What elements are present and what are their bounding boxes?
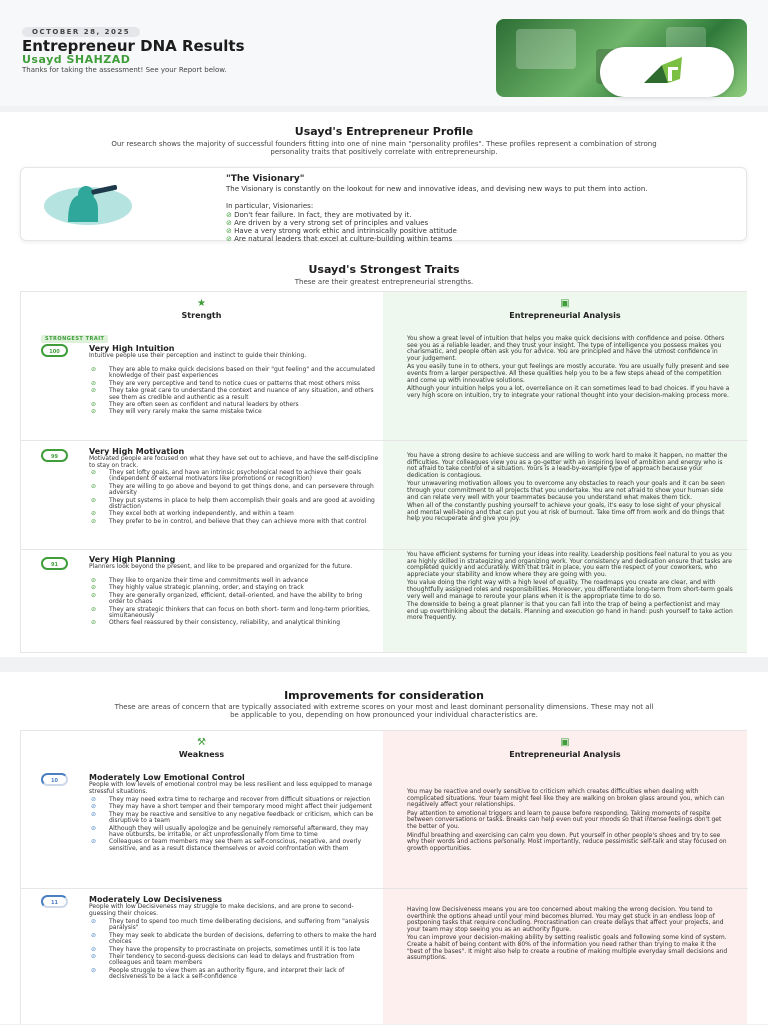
analysis-paragraph: You have efficient systems for turning your ideas into reality. Leadership positions feel natural to you as you are highly skilled in strategizing and organizing work. Your consistency and dedication ensure that tasks are completed quickly and accurately. With that trait in place, you earn the respect of your coworkers, who appreciate your stability and know where they are going with you.	[407, 551, 732, 578]
visionary-text: The Visionary is constantly on the lookout for new and innovative ideas, and devising new ways to put them into action.	[226, 185, 648, 193]
trait-bullet: ⊘ They are often seen as confident and natural leaders by others	[109, 402, 379, 408]
weakness-bullet: ⊘ Their tendency to second-guess decisions can lead to delays and frustration from colleagues and team members	[109, 954, 379, 967]
trait-analysis	[407, 552, 733, 624]
user-name: Usayd SHAHZAD	[22, 53, 131, 66]
analysis-paragraph: Pay attention to emotional triggers and learn to pause before responding. Taking moments of respite between conversations or tasks. Breaks can help even out your moods so that intense feelings don't get the better of you.	[407, 809, 722, 830]
trait-bullet: ⊘ They take great care to understand the context and nuance of any situation, and others see them as credible and authentic as a result	[109, 388, 379, 401]
weakness-name: Moderately Low Decisiveness	[89, 895, 223, 904]
score-ring: 91	[41, 557, 68, 570]
score-ring: 99	[41, 449, 68, 462]
analysis-paragraph: You value doing the right way with a high level of quality. The roadmaps you create are clear, and with thoughtfully assigned roles and responsibilities. Moreover, you differentiate long-term from short-term goals very well and manage to reroute your plans when it is the appropriate time to do so.	[407, 579, 733, 600]
thanks-text: Thanks for taking the assessment! See your Report below.	[22, 66, 227, 74]
trait-name: Very High Motivation	[89, 447, 185, 456]
star-icon: ★	[197, 298, 206, 309]
trait-bullet: ⊘ They are strategic thinkers that can focus on both short- term and long-term priorities, simultaneously	[109, 607, 379, 620]
trait-bullet: ⊘ Others feel reassured by their consistency, reliability, and analytical thinking	[109, 620, 379, 626]
weakness-name: Moderately Low Emotional Control	[89, 773, 245, 782]
analysis-icon: ▣	[560, 298, 570, 309]
weakness-analysis	[407, 907, 733, 964]
analysis-header-label: Entrepreneurial Analysis	[509, 750, 621, 759]
visionary-list	[226, 211, 457, 243]
trait-bullet: ⊘ They like to organize their time and commitments well in advance	[109, 578, 379, 584]
trait-name: Very High Planning	[89, 555, 176, 564]
strongest-trait-badge: STRONGEST TRAIT	[41, 335, 108, 343]
trait-bullets	[109, 470, 379, 526]
weakness-desc: People with low levels of emotional control may be less resilient and less equipped to manage stressful situations.	[89, 781, 373, 795]
trait-desc: Intuitive people use their perception and instinct to guide their thinking.	[89, 352, 307, 359]
trait-analysis	[407, 336, 733, 401]
analysis-paragraph: You may be reactive and overly sensitive to criticism which creates difficulties when dealing with complicated situations. Your team might feel like they are walking on broken glass around you, which can negatively affect your relationships.	[407, 788, 725, 809]
weakness-bullet: ⊘ They may be reactive and sensitive to any negative feedback or criticism, which can be disruptive to a team	[109, 812, 379, 825]
analysis-paragraph: You can improve your decision-making ability by setting realistic goals and following some kind of system. Create a habit of being content with 80% of the information you need rather than trying to make it the "best of the bases". It might also help to create a routine of making multiple everyday small decisions and assumptions.	[407, 934, 728, 962]
visionary-item: ⊘ Have a very strong work ethic and intrinsically positive attitude	[226, 227, 457, 235]
weakness-bullets	[109, 919, 379, 982]
strength-header-label: Strength	[181, 311, 222, 320]
page-title: Entrepreneur DNA Results	[22, 37, 245, 55]
trait-bullet: ⊘ They excel both at working independently, and within a team	[109, 511, 379, 517]
strengths-desc: These are their greatest entrepreneurial strengths.	[294, 278, 474, 286]
strengths-title: Usayd's Strongest Traits	[308, 263, 460, 276]
profile-title: Usayd's Entrepreneur Profile	[294, 125, 474, 138]
analysis-paragraph: Your unwavering motivation allows you to overcome any obstacles to reach your goals and it can be seen through your commitment to all projects that you undertake. You are not afraid to show your human side and can relate very well with your teammates because you understand what makes them tick.	[407, 480, 725, 501]
trait-row	[21, 549, 748, 653]
trait-bullet: ⊘ They are generally organized, efficient, detail-oriented, and have the ability to bring order to chaos	[109, 593, 379, 606]
trait-bullet: ⊘ They are very perceptive and tend to notice cues or patterns that most others miss	[109, 381, 379, 387]
profile-panel	[0, 112, 768, 657]
weakness-header	[21, 731, 382, 765]
weakness-row	[21, 888, 748, 1025]
visionary-intro: In particular, Visionaries:	[226, 202, 314, 210]
analysis-header	[383, 292, 747, 326]
improvements-panel	[0, 672, 768, 1024]
analysis-paragraph: You show a great level of intuition that helps you make quick decisions with confidence and poise. Others see you as a reliable leader, and they trust your insight. The type of intelligence you possess makes you charismatic, and people often ask you for advice. You are principled and have the utmost confidence in your judgement.	[407, 335, 725, 362]
visionary-item: ⊘ Are driven by a very strong set of principles and values	[226, 219, 457, 227]
weakness-header-label: Weakness	[178, 750, 225, 759]
weakness-row	[21, 767, 748, 887]
weakness-bullets	[109, 797, 379, 853]
visionary-item: ⊘ Are natural leaders that excel at culture-building within teams	[226, 235, 457, 243]
weakness-bullet: ⊘ People struggle to view them as an authority figure, and interpret their lack of decisiveness to be a lack a self-confidence	[109, 968, 379, 981]
strength-header	[21, 292, 382, 326]
visionary-card	[20, 167, 747, 241]
strengths-table	[20, 291, 747, 653]
visionary-illustration	[43, 182, 133, 226]
brand-logo-icon	[640, 53, 688, 91]
trait-bullet: ⊘ They are willing to go above and beyond to get things done, and can persevere through adversity	[109, 484, 379, 497]
analysis-paragraph: Mindful breathing and exercising can calm you down. Put yourself in other people's shoes and try to see why their words and actions personally. Most importantly, reduce pessimistic self-talk and stay focused on growth opportunities.	[407, 831, 727, 852]
logo-badge	[600, 47, 734, 97]
profile-desc: Our research shows the majority of successful founders fitting into one of nine main "personality profiles". These profiles represent a combination of strong personality traits that positively correlate with entrepreneurship.	[111, 140, 657, 156]
analysis-header	[383, 731, 747, 765]
score-ring: 10	[41, 773, 68, 786]
trait-row	[21, 328, 748, 439]
analysis-header-label: Entrepreneurial Analysis	[509, 311, 621, 320]
analysis-paragraph: The downside to being a great planner is that you can fall into the trap of being a perfectionist and may end up overthinking about the details. Planning and execution go hand in hand: push yourself to take action more frequently.	[407, 601, 733, 622]
improvements-title: Improvements for consideration	[284, 689, 484, 702]
trait-desc: Motivated people are focused on what they have set out to achieve, and have the self-discipline to stay on track.	[89, 455, 379, 469]
visionary-item: ⊘ Don't fear failure. In fact, they are motivated by it.	[226, 211, 457, 219]
trait-bullet: ⊘ They will very rarely make the same mistake twice	[109, 409, 379, 415]
trait-analysis	[407, 453, 733, 525]
analysis-paragraph: You have a strong desire to achieve success and are willing to work hard to make it happen, no matter the difficulties. Your colleagues view you as a go-getter with an inspiring level of ambition and energy who is not afraid to take control of a situation. Yours is a lead-by-example type of approach because your dedication is contagious.	[407, 452, 728, 479]
score-ring: 100	[41, 344, 68, 357]
analysis-paragraph: As you easily tune in to others, your gut feelings are mostly accurate. You are usually fully present and see events from a larger perspective. All these qualities help you to be a few steps ahead of the competition and come up with innovative solutions.	[407, 363, 729, 384]
weakness-bullet: ⊘ They tend to spend too much time deliberating decisions, and suffering from "analysis paralysis"	[109, 919, 379, 932]
analysis-paragraph: When all of the constantly pushing yourself to achieve your goals, it's easy to lose sight of your physical and mental well-being and that can put you at risk of burnout. Take time off from work and do things that help you recuperate and give you joy.	[407, 502, 725, 523]
date-badge: OCTOBER 28, 2025	[22, 27, 140, 37]
trait-bullet: ⊘ They prefer to be in control, and believe that they can achieve more with that control	[109, 519, 379, 525]
weakness-icon: ⚒	[197, 737, 206, 748]
weakness-bullet: ⊘ They may need extra time to recharge and recover from difficult situations or rejection	[109, 797, 379, 803]
weakness-bullet: ⊘ Although they will usually apologize and be genuinely remorseful afterward, they may have outbursts, be irritable, or act unprofessionally from time to time	[109, 826, 379, 839]
analysis-paragraph: Having low Decisiveness means you are too concerned about making the wrong decision. You tend to overthink the options ahead until your mind becomes blurred. You may get stuck in an endless loop of postponing tasks that require concluding. Procrastination can create delays that affect your projects, and your team may stop seeing you as an authority figure.	[407, 906, 724, 933]
weakness-desc: People with low Decisiveness may struggle to make decisions, and are prone to second-guessing their choices.	[89, 903, 354, 917]
weakness-bullet: ⊘ They may seek to abdicate the burden of decisions, deferring to others to make the hard choices	[109, 933, 379, 946]
analysis-icon: ▣	[560, 737, 570, 748]
trait-desc: Planners look beyond the present, and like to be prepared and organized for the future.	[89, 563, 353, 570]
trait-bullet: ⊘ They put systems in place to help them accomplish their goals and are good at avoiding distraction	[109, 498, 379, 511]
trait-row	[21, 440, 748, 548]
weakness-analysis	[407, 789, 733, 854]
trait-bullets	[109, 367, 379, 417]
header	[0, 0, 768, 106]
trait-bullets	[109, 578, 379, 628]
trait-bullet: ⊘ They highly value strategic planning, order, and staying on track	[109, 585, 379, 591]
weakness-bullet: ⊘ Colleagues or team members may see them as self-conscious, negative, and overly sensitive, and as a result distance themselves or avoid confrontation with them	[109, 839, 379, 852]
weakness-bullet: ⊘ They may have a short temper and their temporary mood might affect their judgement	[109, 804, 379, 810]
trait-name: Very High Intuition	[89, 344, 175, 353]
weakness-table	[20, 730, 747, 1024]
score-ring: 11	[41, 895, 68, 908]
visionary-title: "The Visionary"	[226, 174, 305, 184]
analysis-paragraph: Although your intuition helps you a lot, overreliance on it can sometimes lead to bad choices. If you have a very high score on intuition, try to integrate your rational thought into your decision-making process more.	[407, 385, 730, 399]
trait-bullet: ⊘ They are able to make quick decisions based on their "gut feeling" and the accumulated knowledge of their past experiences	[109, 367, 379, 380]
trait-bullet: ⊘ They set lofty goals, and have an intrinsic psychological need to achieve their goals (independent of external motivators like promotions or recognition)	[109, 470, 379, 483]
improvements-desc: These are areas of concern that are typically associated with extreme scores on your most and least dominant personality dimensions. These may not all be applicable to you, depending on how pronounced your individual characteristics are.	[114, 703, 654, 719]
weakness-bullet: ⊘ They have the propensity to procrastinate on projects, sometimes until it is too late	[109, 947, 379, 953]
